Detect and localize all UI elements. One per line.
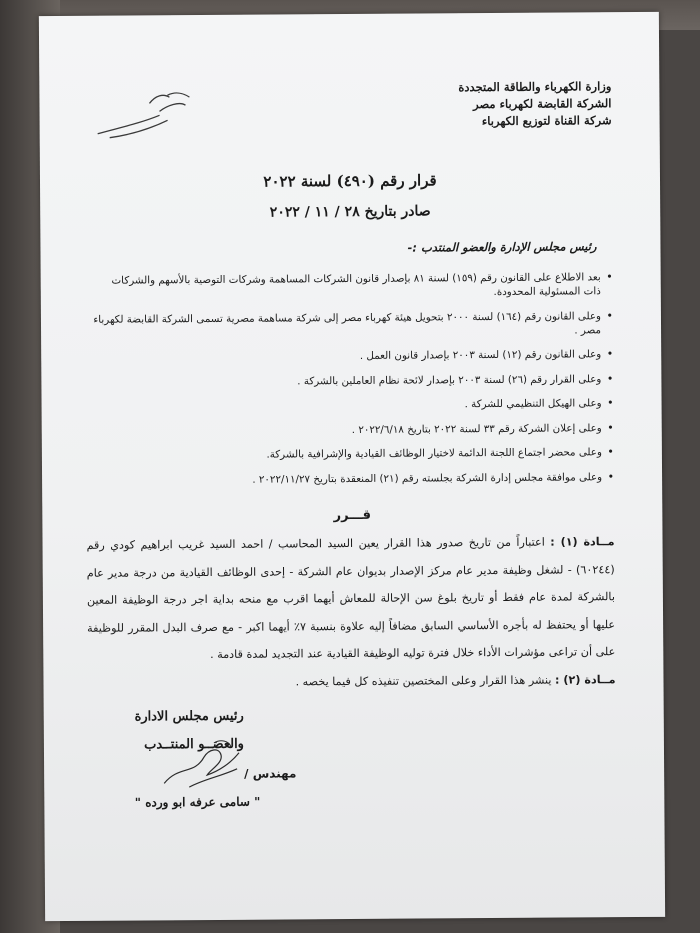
recital-item: • وعلى الهيكل التنظيمي للشركة . — [94, 396, 614, 414]
ministry-line: شركة القناة لتوزيع الكهرباء — [481, 113, 612, 129]
signatory-title-line: رئيس مجلس الادارة — [134, 708, 244, 725]
recitals-list — [93, 270, 615, 498]
ministry-header — [351, 78, 611, 131]
article-label: مــادة (٢) : — [554, 672, 616, 687]
handwritten-signature — [159, 735, 259, 796]
article-label: مــادة (١) : — [550, 535, 615, 549]
recital-item: • وعلى القرار رقم (٢٦) لسنة ٢٠٠٣ بإصدار لائحة نظام العاملين بالشركة . — [93, 372, 613, 390]
decision-date: صادر بتاريخ ٢٨ / ١١ / ٢٠٢٢ — [269, 203, 431, 221]
article-text: اعتباراً من تاريخ صدور هذا القرار يعين السيد المحاسب / احمد السيد غريب ابراهيم كودي رقم (٦٠٢٤٤) - لشغل وظيفة مدير عام مركز الإصدار بديوان عام الشركة - إحدى الوظائف القيادية من درجة مدير عام بالشركة لمدة عام فقط أو تاريخ بلوغ سن الإحالة للمعاش أيهما اقرب مع منحه بداية اجر درجة الوظيفة المعين عليها أو يحتفظ له بأجره الأساسي السابق مضافاً إليه علاوة بنسبة ٧٪ أيهما اكبر - مع صرف البدل المقرر للوظيفة على أن تراعى مؤشرات الأداء خلال فترة توليه الوظيفة القيادية عند التجديد لمدة قادمة . — [86, 535, 616, 661]
article-1 — [86, 528, 615, 669]
recital-item: • بعد الاطلاع على القانون رقم (١٥٩) لسنة ٨١ بإصدار قانون الشركات المساهمة وشركات التوصية بالأسهم والشركات ذات المسئولية المحدودة. — [93, 270, 613, 302]
decision-heading: قـــرر — [333, 507, 372, 524]
article-text: ينشر هذا القرار وعلى المختصين تنفيذه كل فيما يخصه . — [295, 673, 552, 688]
addressee-line: رئيس مجلس الإدارة والعضو المنتدب :- — [407, 239, 597, 255]
signatory-title-line: والعضــو المنتــدب — [144, 736, 244, 753]
ministry-line: وزارة الكهرباء والطاقة المتجددة — [458, 79, 612, 95]
recital-item: • وعلى محضر اجتماع اللجنة الدائمة لاختيار الوظائف القيادية والإشرافية بالشركة. — [94, 445, 614, 463]
article-2 — [87, 666, 615, 697]
decision-title: قرار رقم (٤٩٠) لسنة ٢٠٢٢ — [263, 171, 437, 191]
articles-section — [86, 528, 615, 697]
recital-item: • وعلى موافقة مجلس إدارة الشركة بجلسته رقم (٢١) المنعقدة بتاريخ ٢٠٢٢/١١/٢٧ . — [94, 470, 614, 488]
ministry-line: الشركة القابضة لكهرباء مصر — [473, 96, 612, 112]
signatory-name: " سامى عرفه ابو ورده " — [134, 794, 261, 810]
document-page — [39, 12, 665, 921]
recital-item: • وعلى إعلان الشركة رقم ٣٣ لسنة ٢٠٢٢ بتاريخ ٢٠٢٢/٦/١٨ . — [94, 421, 614, 439]
recital-item: • وعلى القانون رقم (١٢) لسنة ٢٠٠٣ بإصدار قانون العمل . — [93, 347, 613, 365]
handwritten-initial-mark — [89, 75, 200, 156]
engineer-label: مهندس / — [244, 766, 297, 781]
recital-item: • وعلى القانون رقم (١٦٤) لسنة ٢٠٠٠ بتحويل هيئة كهرباء مصر إلى شركة مساهمة مصرية تسمى الشركة القابضة لكهرباء مصر . — [93, 309, 613, 341]
